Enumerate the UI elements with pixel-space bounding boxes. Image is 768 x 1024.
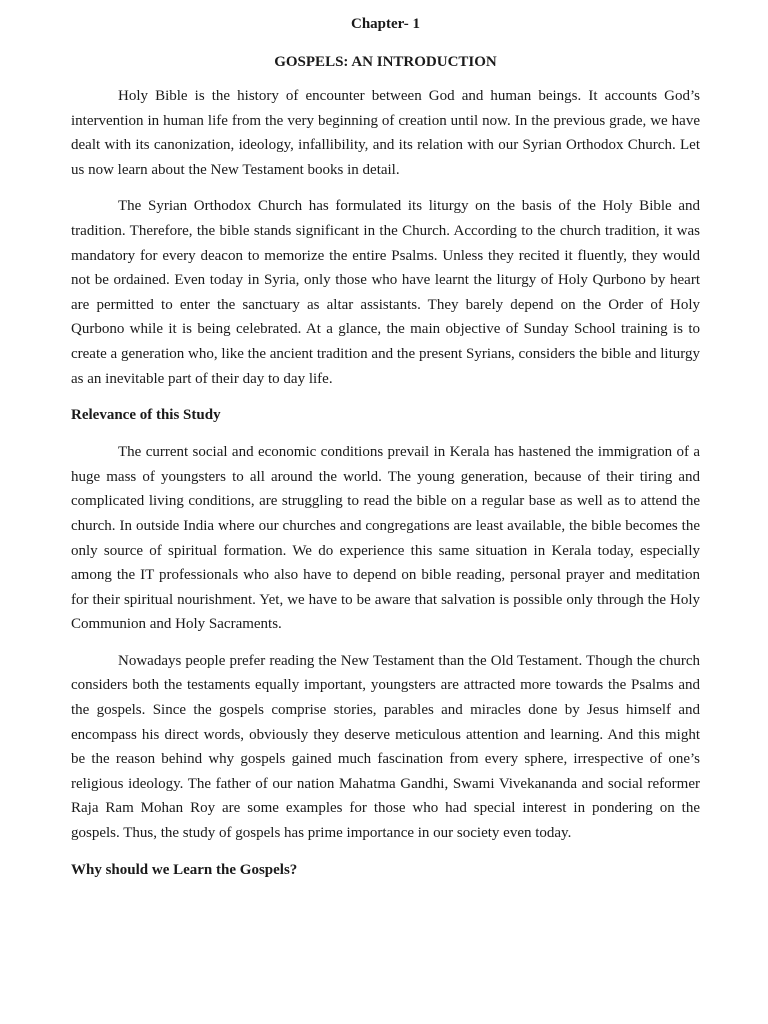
relevance-paragraph-2: Nowadays people prefer reading the New Testament than the Old Testament. Though the church considers both the testaments equally important, youngsters are attracted more towards the Psalms and the gospels. Since the gospels comprise stories, parables and miracles done by Jesus himself and encompass his direct words, obviously they deserve meticulous attention and learning. And this might be the reason behind why gospels gained much fascination from every sphere, irrespective of one’s religious ideology. The father of our nation Mahatma Gandhi, Swami Vivekananda and social reformer Raja Ram Mohan Roy are some examples for those who had special interest in pondering on the gospels. Thus, the study of gospels has prime importance in our society even today.	[71, 652, 700, 842]
intro-paragraph-1: Holy Bible is the history of encounter between God and human beings. It accounts God’s intervention in human life from the very beginning of creation until now. In the previous grade, we have dealt with its canonization, ideology, infallibility, and its relation with our Syrian Orthodox Church. Let us now learn about the New Testament books in detail.	[71, 88, 700, 178]
intro-paragraph-2: The Syrian Orthodox Church has formulated its liturgy on the basis of the Holy Bible and tradition. Therefore, the bible stands significant in the Church. According to the church tradition, it was mandatory for every deacon to memorize the entire Psalms. Unless they recited it fluently, they would not be ordained. Even today in Syria, only those who have learnt the liturgy of Holy Qurbono by heart are permitted to enter the sanctuary as altar assistants. They barely depend on the Order of Holy Qurbono while it is being celebrated. At a glance, the main objective of Sunday School training is to create a generation who, like the ancient tradition and the present Syrians, considers the bible and liturgy as an inevitable part of their day to day life.	[71, 198, 700, 387]
section-heading-relevance: Relevance of this Study	[71, 407, 221, 424]
section-heading-why-learn: Why should we Learn the Gospels?	[71, 861, 298, 878]
document-page	[71, 12, 700, 895]
chapter-label: Chapter- 1	[350, 16, 421, 32]
relevance-paragraph-1: The current social and economic conditions prevail in Kerala has hastened the immigration of a huge mass of youngsters to all around the world. The young generation, because of their tiring and complicated living conditions, are struggling to read the bible on a regular base as well as to attend the church. In outside India where our churches and congregations are least available, the bible becomes the only source of spiritual formation. We do experience this same situation in Kerala today, especially among the IT professionals who also have to depend on bible reading, personal prayer and meditation for their spiritual nourishment. Yet, we have to be aware that salvation is possible only through the Holy Communion and Holy Sacraments.	[71, 444, 700, 633]
chapter-title: GOSPELS: AN INTRODUCTION	[274, 54, 497, 70]
